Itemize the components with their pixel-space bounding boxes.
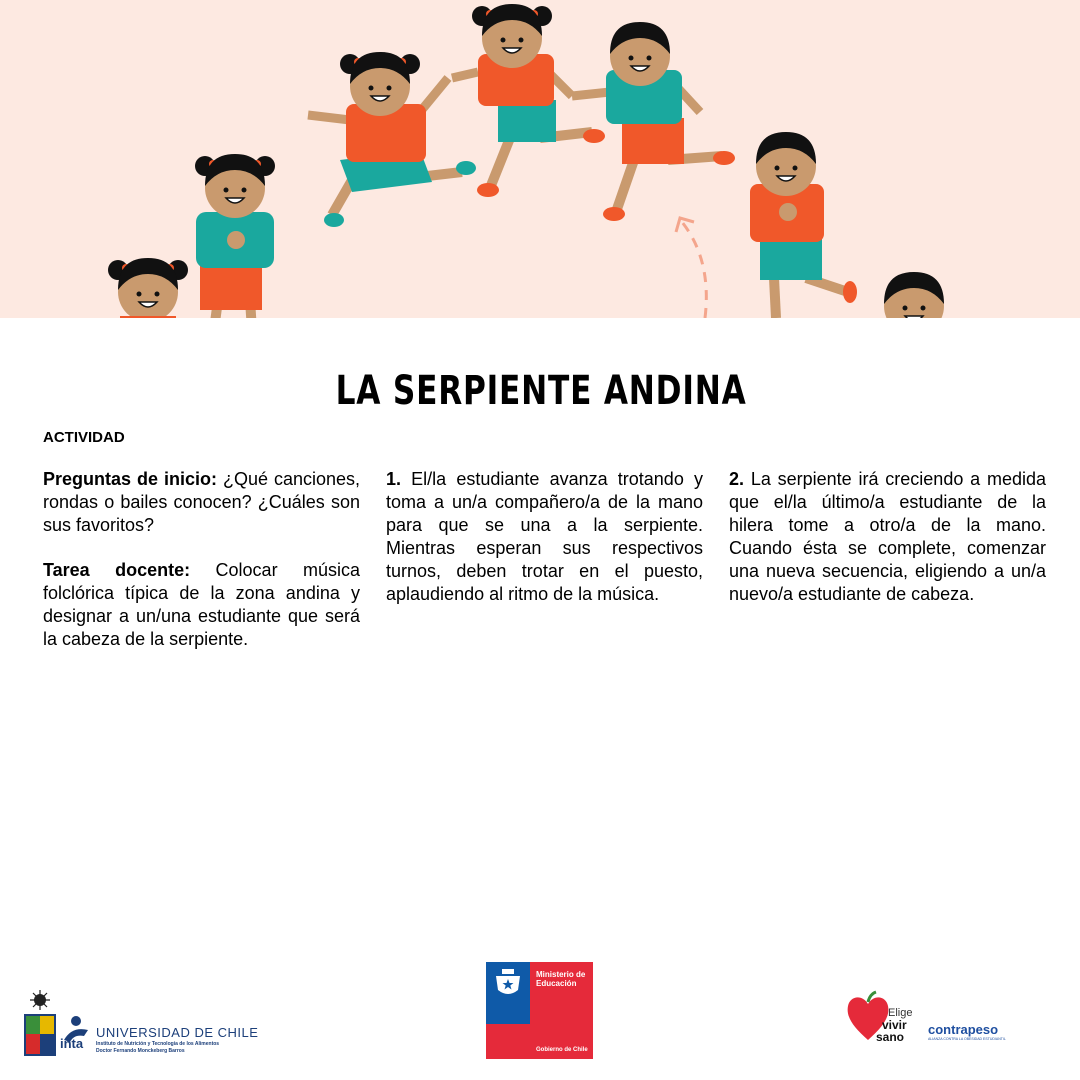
step-2-text: La serpiente irá creciendo a medida que el/la último/a estudiante de la hilera tome a otro/a de la mano. Cuando ésta se complete, comenzar una nueva secuencia, eligiendo a un/a nuevo/a estudiante de cabeza. [729, 469, 1046, 604]
paragraph-start-questions [43, 468, 360, 537]
start-questions-text: ¿Qué canciones, rondas o bailes conocen? ¿Cuáles son sus favoritos? [43, 469, 361, 535]
uchile-inta-logo [22, 990, 259, 1060]
ministerio-label: Ministerio de Educación [536, 970, 586, 988]
child-6 [750, 132, 857, 318]
child-1 [108, 258, 188, 318]
step-1-paragraph [386, 468, 703, 606]
uchile-name: UNIVERSIDAD DE CHILE [96, 1025, 259, 1040]
elige-vivir-sano-logo [846, 990, 918, 1050]
child-7 [884, 272, 944, 318]
column-step-1 [386, 468, 703, 628]
mineduc-logo [486, 962, 593, 1059]
step-2-paragraph [729, 468, 1046, 606]
step-1-text: El/la estudiante avanza trotando y toma a un/a compañero/a de la mano para que se una a la serpiente. Mientras esperan sus respectivos turnos, deben trotar en el puesto, aplaudiendo al ritmo de la música. [386, 469, 703, 604]
column-step-2 [729, 468, 1046, 628]
paragraph-teacher-task [43, 559, 360, 651]
uchile-crest-icon [22, 990, 94, 1060]
child-2 [195, 154, 275, 318]
child-3 [308, 52, 476, 227]
contrapeso-subtitle: ALIANZA CONTRA LA OBESIDAD ESTUDIANTIL [928, 1037, 1006, 1041]
step-2-number: 2. [729, 469, 745, 489]
inta-wordmark: inta [60, 1036, 84, 1051]
chile-coat-of-arms-icon [492, 968, 524, 998]
child-5 [572, 22, 735, 221]
column-intro [43, 468, 360, 673]
sano-text: sano [876, 1030, 905, 1044]
step-1-number: 1. [386, 469, 402, 489]
page-title: LA SERPIENTE ANDINA [335, 368, 747, 414]
teacher-task-text: Colocar música folclórica típica de la zona andina y designar a un/una estudiante que será la cabeza de la serpiente. [43, 560, 360, 649]
gobierno-label: Gobierno de Chile [536, 1047, 588, 1053]
hero-illustration [0, 0, 1080, 318]
inta-subtitle-2: Doctor Fernando Monckeberg Barros [96, 1048, 185, 1054]
teacher-task-label: Tarea docente: [43, 560, 191, 580]
vivir-text: vivir [882, 1018, 907, 1032]
section-label: ACTIVIDAD [43, 429, 125, 446]
start-questions-label: Preguntas de inicio: [43, 469, 217, 489]
inta-subtitle-1: Instituto de Nutrición y Tecnología de los Alimentos [96, 1041, 220, 1047]
elige-text: Elige [888, 1007, 913, 1019]
children-snake-illustration [0, 0, 1080, 318]
contrapeso-logo: contrapeso [928, 1022, 999, 1037]
